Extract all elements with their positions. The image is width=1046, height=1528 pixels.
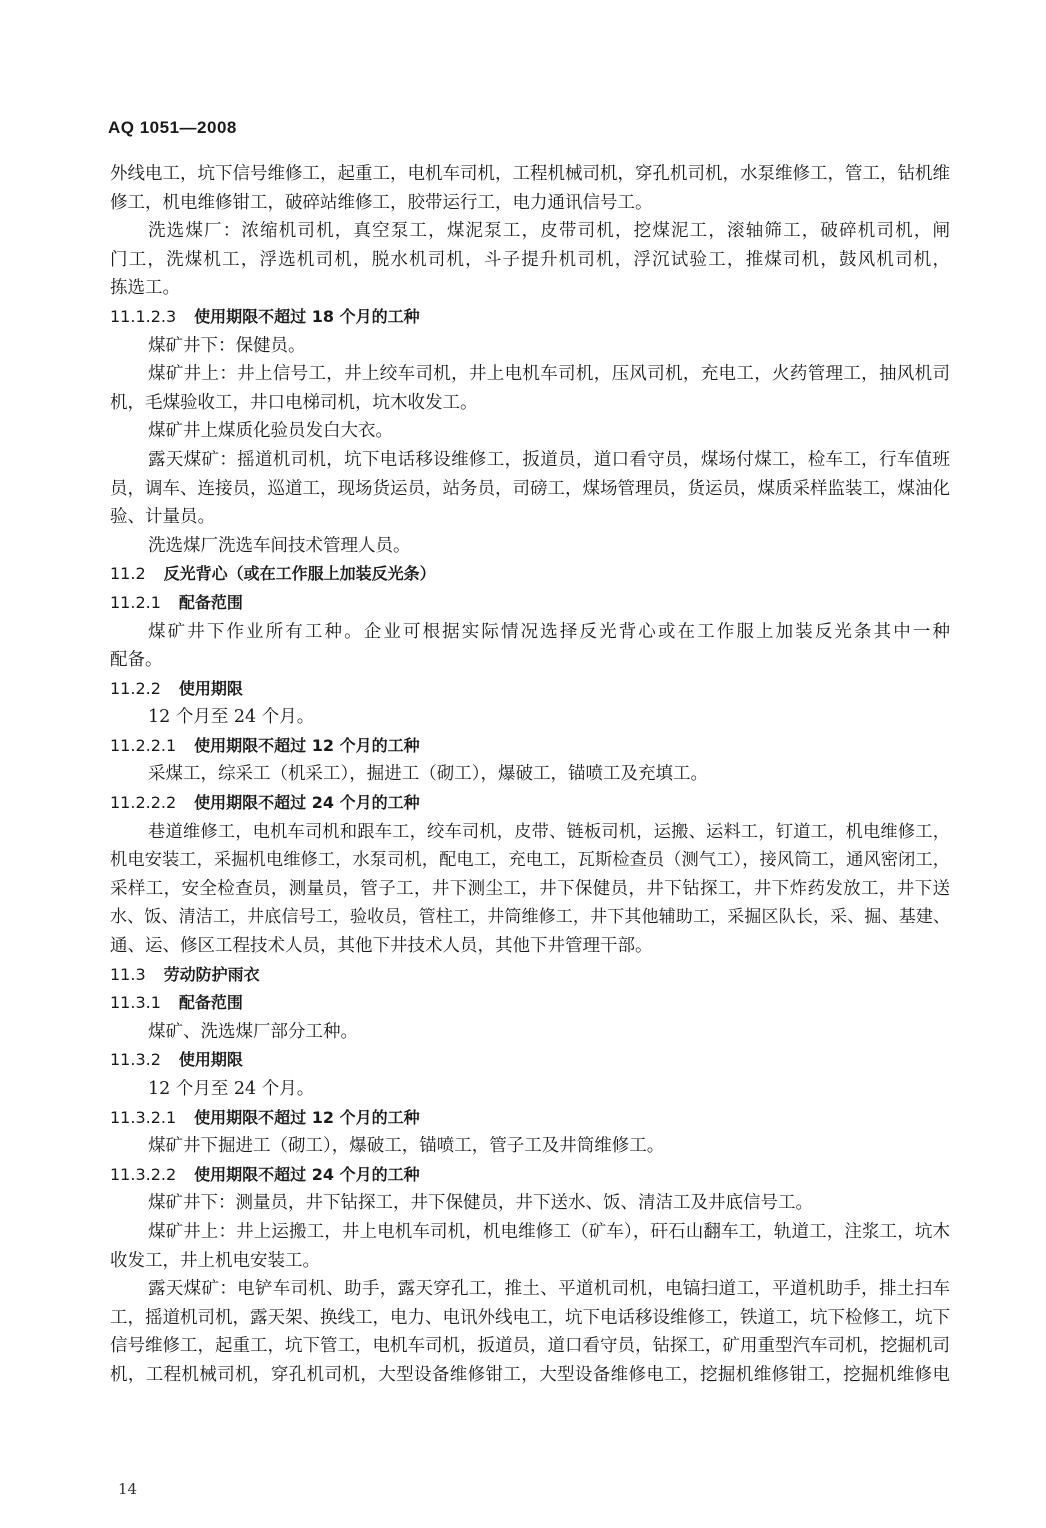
section-title: 配备范围 bbox=[178, 592, 243, 612]
paragraph-line: 露天煤矿：摇道机司机，坑下电话移设维修工，扳道员，道口看守员，煤场付煤工，检车工，行车值班 bbox=[148, 449, 950, 470]
paragraph-line: 收发工，井上机电安装工。 bbox=[110, 1250, 320, 1271]
paragraph-line: 员，调车、连接员，巡道工，现场货运员，站务员，司磅工，煤场管理员，货运员，煤质采样监装工，煤油化 bbox=[110, 478, 950, 499]
paragraph-line: 机，工程机械司机，穿孔机司机，大型设备维修钳工，大型设备维修电工，挖掘机维修钳工，挖掘机维修电 bbox=[110, 1364, 950, 1385]
paragraph-line: 煤矿井上：井上信号工，井上绞车司机，井上电机车司机，压风司机，充电工，火药管理工，抽风机司 bbox=[148, 364, 950, 385]
section-heading bbox=[110, 1104, 950, 1133]
paragraph-line: 验、计量员。 bbox=[110, 507, 215, 528]
paragraph-line: 煤矿井下掘进工（砌工），爆破工，锚喷工，管子工及井筒维修工。 bbox=[148, 1136, 665, 1157]
section-heading bbox=[110, 303, 950, 332]
paragraph-line: 洗选煤厂洗选车间技术管理人员。 bbox=[148, 535, 411, 556]
paragraph-line: 拣选工。 bbox=[110, 278, 180, 299]
section-number: 11.3.2 bbox=[110, 1050, 161, 1070]
paragraph-line: 洗选煤厂：浓缩机司机，真空泵工，煤泥泵工，皮带司机，挖煤泥工，滚轴筛工，破碎机司机，闸 bbox=[148, 221, 950, 242]
section-number: 11.2.2 bbox=[110, 678, 161, 698]
paragraph-line: 外线电工，坑下信号维修工，起重工，电机车司机，工程机械司机，穿孔机司机，水泵维修工，管工，钻机维 bbox=[110, 164, 950, 184]
section-number: 11.2 bbox=[110, 564, 146, 584]
paragraph-line: 信号维修工，起重工，坑下管工，电机车司机，扳道员，道口看守员，钻探工，矿用重型汽车司机，挖掘机司 bbox=[110, 1336, 950, 1357]
section-title: 配备范围 bbox=[178, 993, 243, 1013]
paragraph-line: 水、饭、清洁工，井底信号工，验收员，管柱工，井筒维修工，井下其他辅助工，采掘区队长，采、掘、基建、 bbox=[110, 907, 950, 928]
section-title: 劳动防护雨衣 bbox=[163, 964, 260, 984]
paragraph-line: 煤矿井下作业所有工种。企业可根据实际情况选择反光背心或在工作服上加装反光条其中一种 bbox=[148, 621, 950, 642]
paragraph-line: 露天煤矿：电铲车司机、助手，露天穿孔工，推土、平道机司机，电镐扫道工，平道机助手，排土扫车 bbox=[148, 1279, 950, 1300]
paragraph-line: 采煤工，综采工（机采工），掘进工（砌工），爆破工，锚喷工及充填工。 bbox=[148, 764, 708, 785]
paragraph-line: 机电安装工，采掘机电维修工，水泵司机，配电工，充电工，瓦斯检查员（测气工），接风筒工，通风密闭工， bbox=[110, 850, 950, 871]
section-heading bbox=[110, 675, 950, 704]
paragraph-line: 巷道维修工，电机车司机和跟车工，绞车司机，皮带、链板司机，运搬、运料工，钉道工，机电维修工， bbox=[148, 821, 950, 842]
section-heading bbox=[110, 1046, 950, 1075]
section-title: 使用期限不超过 12 个月的工种 bbox=[194, 1107, 420, 1127]
section-heading bbox=[110, 961, 950, 990]
section-number: 11.3 bbox=[110, 964, 146, 984]
section-title: 反光背心（或在工作服上加装反光条） bbox=[163, 564, 436, 584]
paragraph-line: 煤矿井上：井上运搬工，井上电机车司机，机电维修工（矿车），矸石山翻车工，轨道工，注浆工，坑木 bbox=[148, 1221, 950, 1242]
section-number: 11.2.2.2 bbox=[110, 793, 177, 813]
paragraph-line: 修工，机电维修钳工，破碎站维修工，胶带运行工，电力通讯信号工。 bbox=[110, 192, 653, 213]
section-title: 使用期限不超过 18 个月的工种 bbox=[194, 306, 420, 326]
paragraph-line: 通、运、修区工程技术人员，其他下井技术人员，其他下井管理干部。 bbox=[110, 936, 653, 957]
section-number: 11.3.2.2 bbox=[110, 1164, 177, 1184]
paragraph-line: 煤矿井下：测量员，井下钻探工，井下保健员，井下送水、饭、清洁工及井底信号工。 bbox=[148, 1193, 813, 1214]
section-heading bbox=[110, 560, 950, 589]
paragraph-line: 12 个月至 24 个月。 bbox=[148, 707, 315, 728]
standard-code: AQ 1051—2008 bbox=[108, 118, 237, 137]
paragraph-line: 煤矿井上煤质化验员发白大衣。 bbox=[148, 421, 393, 442]
section-number: 11.2.1 bbox=[110, 592, 161, 612]
section-heading bbox=[110, 789, 950, 818]
paragraph-line: 采样工，安全检查员，测量员，管子工，井下测尘工，井下保健员，井下钻探工，井下炸药发放工，井下送 bbox=[110, 878, 950, 899]
section-number: 11.1.2.3 bbox=[110, 306, 177, 326]
section-title: 使用期限 bbox=[178, 678, 243, 698]
paragraph-line: 12 个月至 24 个月。 bbox=[148, 1079, 315, 1099]
section-title: 使用期限不超过 12 个月的工种 bbox=[194, 735, 420, 755]
section-heading bbox=[110, 1161, 950, 1190]
section-heading bbox=[110, 732, 950, 761]
paragraph-line: 煤矿井下：保健员。 bbox=[148, 335, 306, 356]
section-title: 使用期限 bbox=[178, 1050, 243, 1070]
section-title: 使用期限不超过 24 个月的工种 bbox=[194, 793, 420, 813]
page-number: 14 bbox=[118, 1480, 138, 1498]
section-title: 使用期限不超过 24 个月的工种 bbox=[194, 1164, 420, 1184]
paragraph-line: 工，摇道机司机，露天架、换线工，电力、电讯外线电工，坑下电话移设维修工，铁道工，坑下检修工，坑下 bbox=[110, 1307, 950, 1328]
paragraph-line: 门工，洗煤机工，浮选机司机，脱水机司机，斗子提升机司机，浮沉试验工，推煤司机，鼓风机司机， bbox=[110, 249, 950, 270]
section-heading bbox=[110, 989, 950, 1018]
paragraph-line: 配备。 bbox=[110, 650, 163, 671]
section-number: 11.2.2.1 bbox=[110, 735, 177, 755]
section-number: 11.3.2.1 bbox=[110, 1107, 177, 1127]
document-body bbox=[110, 160, 950, 1390]
section-number: 11.3.1 bbox=[110, 993, 161, 1013]
paragraph-line: 煤矿、洗选煤厂部分工种。 bbox=[148, 1021, 358, 1042]
section-heading bbox=[110, 589, 950, 618]
paragraph-line: 机，毛煤验收工，井口电梯司机，坑木收发工。 bbox=[110, 392, 478, 413]
